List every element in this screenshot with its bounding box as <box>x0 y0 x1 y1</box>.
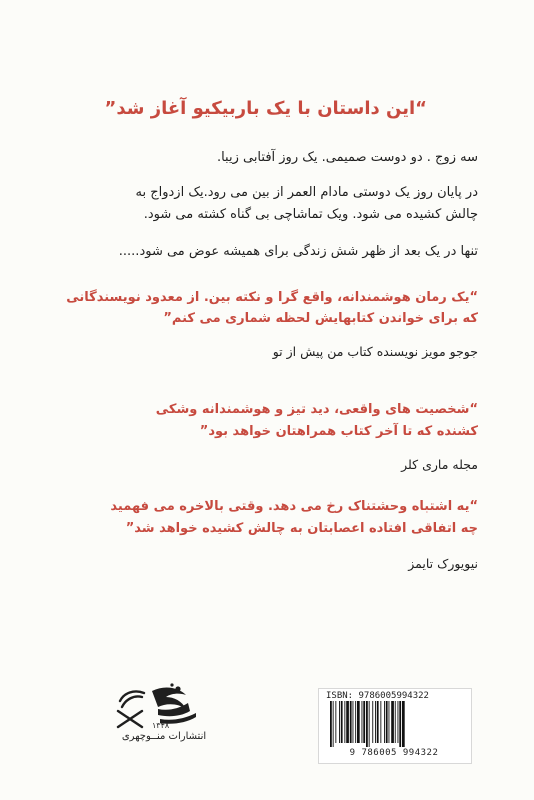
review-quote-3-line-1: “یه اشتباه وحشتناک رخ می دهد. وقتی بالاخره می فهمید <box>110 499 478 514</box>
barcode-number: 9 786005 994322 <box>349 748 439 758</box>
barcode-bar <box>355 701 356 743</box>
barcode-bar <box>339 701 340 743</box>
barcode-bar <box>380 701 381 743</box>
barcode-bar <box>335 701 336 743</box>
headline: “این داستان با یک باربیکیو آغاز شد” <box>104 98 427 119</box>
synopsis-line-3: چالش کشیده می شود. ویک تماشاچی بی گناه کشته می شود. <box>143 207 478 222</box>
barcode-bar <box>375 701 376 743</box>
review-quote-1-line-1: “یک رمان هوشمندانه، واقع گرا و نکته بین. از معدود نویسندگانی <box>66 290 478 305</box>
review-quote-3-line-2: چه اتفاقی افتاده اعصابتان به چالش کشیده خواهد شد” <box>125 521 478 536</box>
barcode-bar <box>366 701 368 747</box>
synopsis-line-1: سه زوج . دو دوست صمیمی. یک روز آفتابی زیبا. <box>216 150 478 165</box>
review-attribution-3: نیویورک تایمز <box>408 556 478 571</box>
barcode-bar <box>377 701 379 743</box>
barcode-bar <box>391 701 394 743</box>
barcode-bar <box>353 701 354 743</box>
barcode-bar <box>398 701 399 743</box>
publisher-year: ۱۳۴۸ <box>152 721 170 730</box>
barcode-bar <box>362 701 363 743</box>
review-quote-2-line-2: کشنده که تا آخر کتاب همراهتان خواهد بود” <box>199 424 478 439</box>
review-quote-2-line-1: “شخصیت های واقعی، دید تیز و هوشمندانه وشکی <box>155 402 478 417</box>
barcode-bar <box>341 701 343 743</box>
barcode-bar <box>384 701 385 743</box>
barcode-bar <box>350 701 352 743</box>
barcode-bar <box>357 701 360 743</box>
synopsis-line-4: تنها در یک بعد از ظهر شش زندگی برای همیشه عوض می شود..... <box>118 244 478 259</box>
review-attribution-2: مجله ماری کلر <box>401 457 478 472</box>
barcode-bar <box>344 701 345 743</box>
barcode-icon <box>328 701 462 747</box>
publisher-name: انتشارات منــوچهری <box>121 731 207 742</box>
review-quote-1-line-2: که برای خواندن کتابهایش لحظه شماری می کنم” <box>163 311 478 326</box>
barcode-bar <box>386 701 388 743</box>
barcode-bar <box>333 701 334 747</box>
barcode-bar <box>389 701 390 743</box>
synopsis-line-2: در پایان روز یک دوستی مادام العمر از بین می رود.یک ازدواج به <box>135 185 478 200</box>
barcode-bar <box>346 701 349 743</box>
barcode-bar <box>402 701 405 747</box>
isbn-label: ISBN: 9786005994322 <box>326 691 429 701</box>
barcode-bar <box>363 701 365 743</box>
barcode-bar <box>330 701 332 747</box>
barcode-bar <box>395 701 396 743</box>
review-attribution-1: جوجو مویز نویسنده کتاب من پیش از تو <box>272 344 478 359</box>
barcode-bar <box>369 701 370 747</box>
barcode-bar <box>399 701 401 747</box>
barcode-bar <box>372 701 373 743</box>
